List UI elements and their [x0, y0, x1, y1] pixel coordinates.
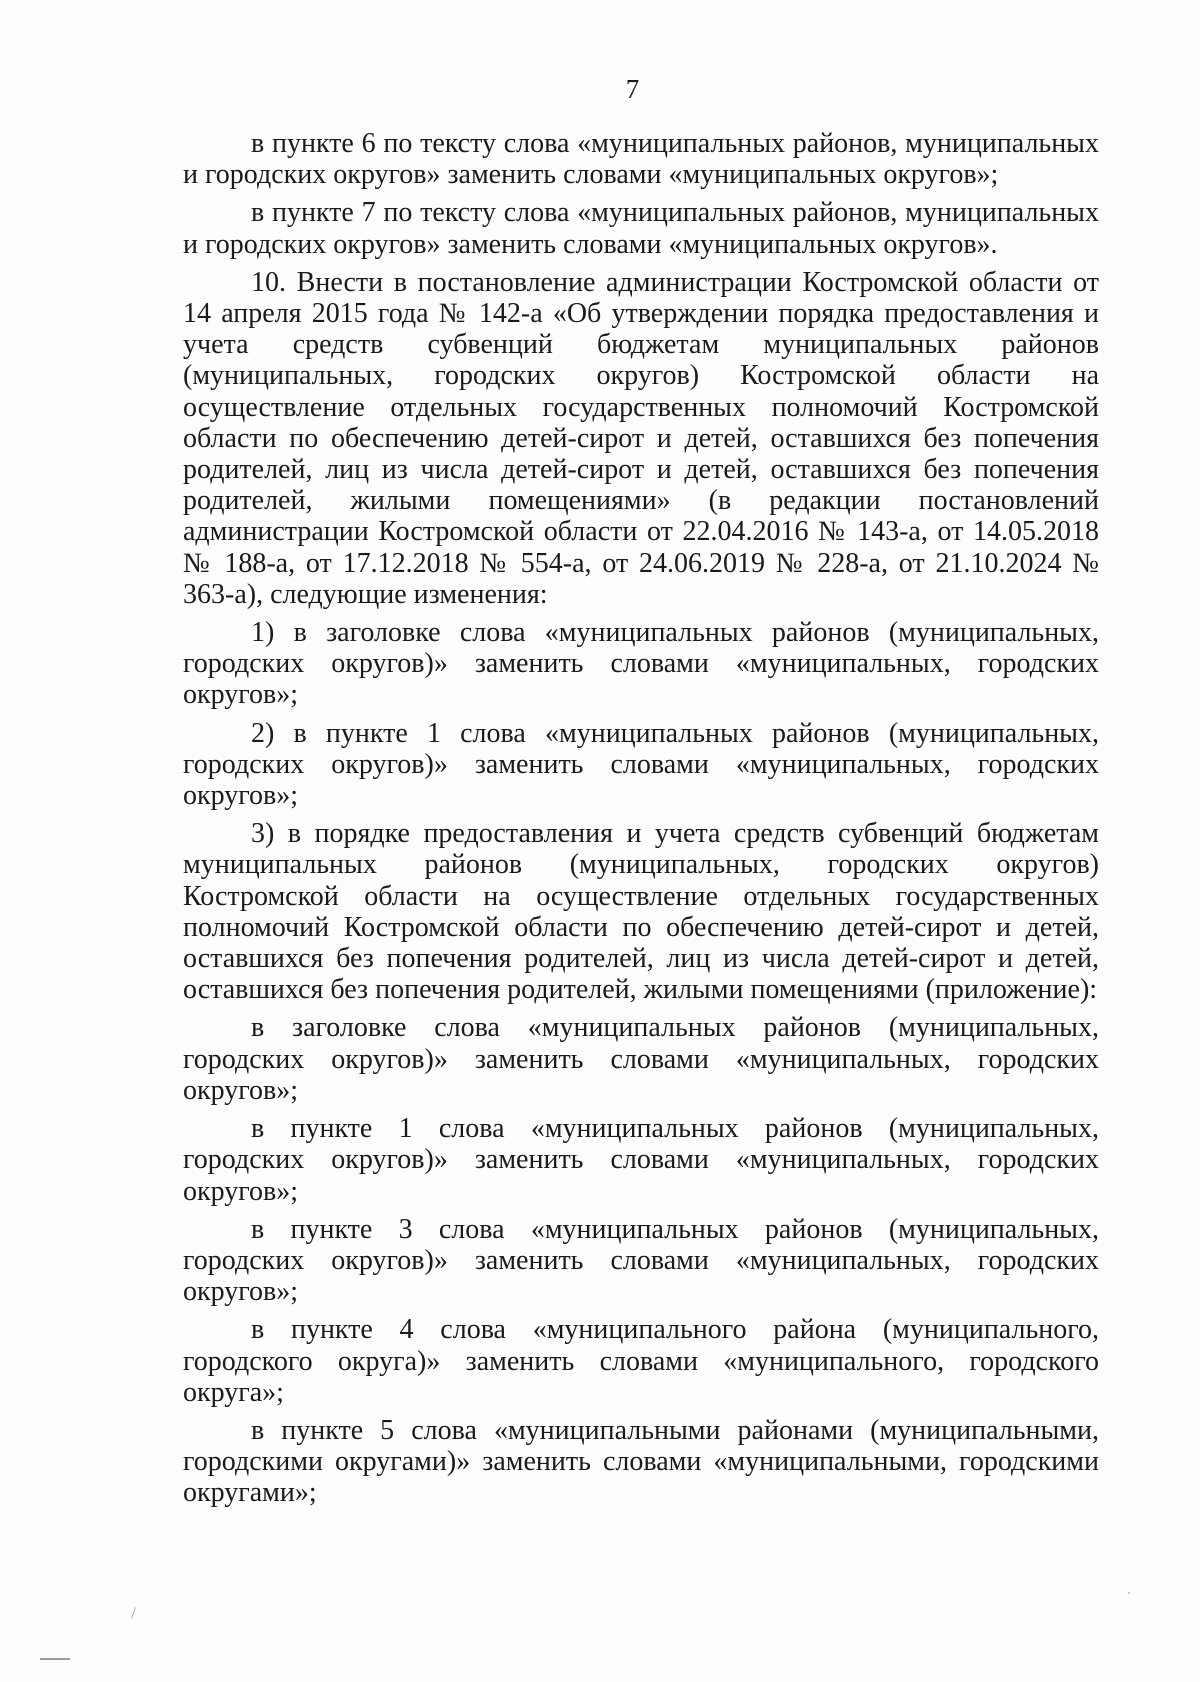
paragraph-item-6: в пункте 6 по тексту слова «муниципальных районов, муниципальных и городских округов» заменить словами «муниципальных округов»; [183, 128, 1099, 191]
paragraph-heading-change: в заголовке слова «муниципальных районов (муниципальных, городских округов)» заменить словами «муниципальных, городских округов»; [183, 1012, 1099, 1106]
page-number: 7 [625, 74, 640, 104]
scan-margin-mark [40, 1658, 70, 1660]
paragraph-point-3-change: в пункте 3 слова «муниципальных районов (муниципальных, городских округов)» заменить словами «муниципальных, городских округов»; [183, 1213, 1099, 1308]
paragraph-point-5-change: в пункте 5 слова «муниципальными районами (муниципальными, городскими округами)» заменить словами «муниципальными, городскими округами»; [183, 1414, 1099, 1509]
paragraph-point-1-change: в пункте 1 слова «муниципальных районов (муниципальных, городских округов)» заменить словами «муниципальных, городских округов»; [183, 1113, 1099, 1207]
paragraph-subitem-2: 2) в пункте 1 слова «муниципальных районов (муниципальных, городских округов)» заменить словами «муниципальных, городских округов»; [183, 717, 1099, 812]
paragraph-section-10: 10. Внести в постановление администрации Костромской области от 14 апреля 2015 года № 142-а «Об утверждении порядка предоставления и учета средств субвенций бюджетам муниципальных районов (муниципальных, городских округов) Костромской области на осуществление отдельных государственных полномочий Костромской области по обеспечению детей-сирот и детей, оставшихся без попечения родителей, лиц из числа детей-сирот и детей, оставшихся без попечения родителей, жилыми помещениями» (в редакции постановлений администрации Костромской области от 22.04.2016 № 143-а, от 14.05.2018 № 188-а, от 17.12.2018 № 554-а, от 24.06.2019 № 228-а, от 21.10.2024 № 363-а), следующие изменения: [183, 266, 1099, 610]
scan-speck-mark [131, 1607, 136, 1619]
scan-dot-mark [1128, 1592, 1130, 1594]
paragraph-subitem-1: 1) в заголовке слова «муниципальных районов (муниципальных, городских округов)» заменить словами «муниципальных, городских округов»; [183, 617, 1099, 711]
paragraph-item-7: в пункте 7 по тексту слова «муниципальных районов, муниципальных и городских округов» заменить словами «муниципальных округов». [183, 197, 1099, 260]
paragraph-point-4-change: в пункте 4 слова «муниципального района (муниципального, городского округа)» заменить словами «муниципального, городского округа»; [183, 1314, 1099, 1408]
document-body [183, 128, 1099, 1516]
paragraph-subitem-3: 3) в порядке предоставления и учета средств субвенций бюджетам муниципальных районов (муниципальных, городских округов) Костромской области на осуществление отдельных государственных полномочий Костромской области по обеспечению детей-сирот и детей, оставшихся без попечения родителей, лиц из числа детей-сирот и детей, оставшихся без попечения родителей, жилыми помещениями (приложение): [183, 818, 1099, 1006]
